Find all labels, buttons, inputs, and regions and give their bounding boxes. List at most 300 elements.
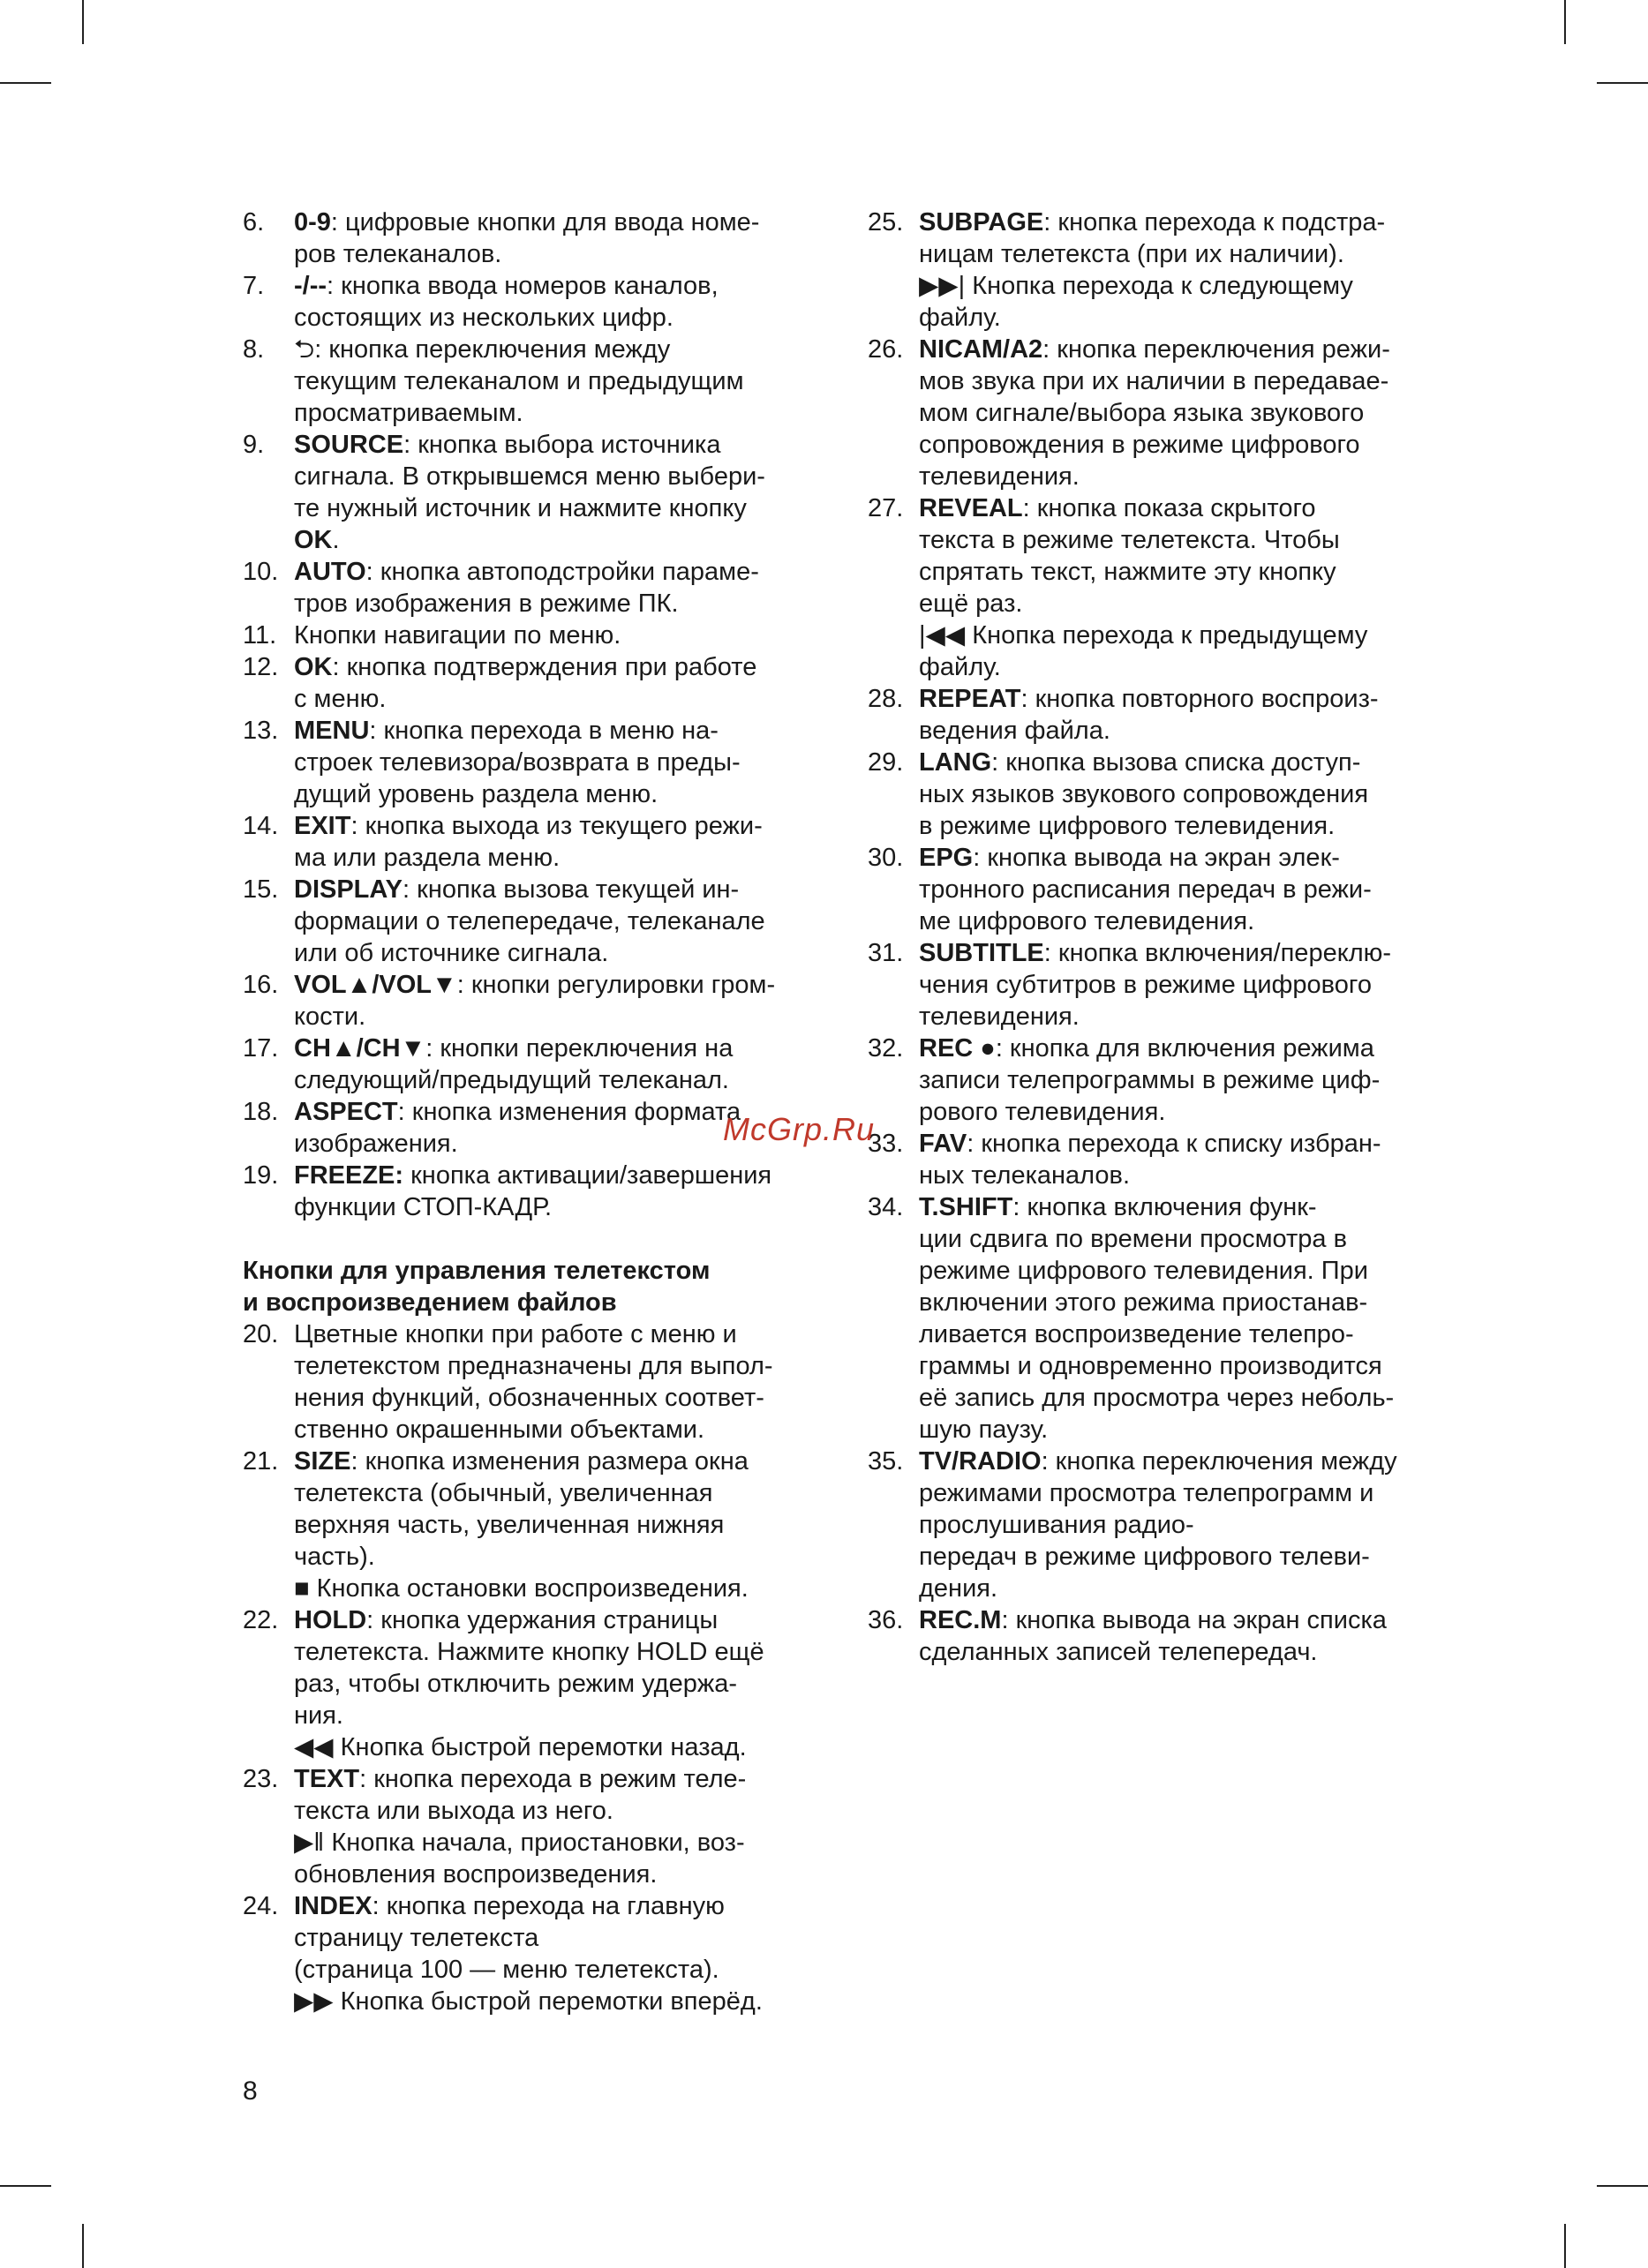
item-line <box>294 588 825 620</box>
item-text: сопровождения в режиме цифрового <box>919 431 1360 459</box>
button-name: MENU <box>294 717 370 745</box>
item-text: сделанных записей телепередач. <box>919 1638 1318 1666</box>
item-text: телетекста. Нажмите кнопку HOLD ещё <box>294 1638 764 1666</box>
item-text: режиме цифрового телевидения. При <box>919 1257 1368 1285</box>
item-line <box>919 1350 1450 1382</box>
item-text: страницу телетекста <box>294 1924 539 1952</box>
item-line <box>919 1096 1450 1128</box>
item-text: Цветные кнопки при работе с меню и <box>294 1320 737 1348</box>
button-name: SIZE <box>294 1447 351 1476</box>
button-name: EPG <box>919 844 974 872</box>
item-text: текста в режиме телетекста. Чтобы <box>919 526 1340 554</box>
item-number: 23. <box>243 1765 279 1793</box>
item-text: : кнопка перехода в меню на- <box>369 717 719 745</box>
item-text: ных телеканалов. <box>919 1161 1131 1190</box>
item-text: ⮌: кнопка переключения между <box>294 335 671 364</box>
item-line <box>919 238 1450 270</box>
item-line <box>294 1954 825 1986</box>
button-name: OK <box>294 653 333 681</box>
item-text: с меню. <box>294 685 387 713</box>
list-item <box>868 207 1450 334</box>
list-item <box>243 1160 825 1223</box>
item-number: 18. <box>243 1098 279 1126</box>
item-line <box>919 397 1450 429</box>
item-line <box>919 524 1450 556</box>
crop-mark <box>1597 82 1648 84</box>
item-line <box>919 937 1450 969</box>
item-line <box>919 1509 1450 1541</box>
item-line <box>294 1350 825 1382</box>
crop-mark <box>0 2185 51 2187</box>
item-line <box>919 1255 1450 1287</box>
item-text: ния. <box>294 1701 343 1730</box>
item-number: 9. <box>243 431 265 459</box>
item-number: 14. <box>243 812 279 840</box>
item-text: состоящих из нескольких цифр. <box>294 304 673 332</box>
heading-line: Кнопки для управления телетекстом <box>243 1257 711 1285</box>
item-number: 16. <box>243 971 279 999</box>
button-name: INDEX <box>294 1892 372 1920</box>
crop-mark <box>1564 0 1566 44</box>
item-text: : кнопки переключения на <box>425 1034 734 1063</box>
item-line <box>919 842 1450 874</box>
list-item <box>868 492 1450 683</box>
item-text: : кнопка автоподстройки параме- <box>365 558 759 586</box>
item-text: (страница 100 — меню телетекста). <box>294 1956 719 1984</box>
list-item <box>868 1128 1450 1191</box>
item-text: ров телеканалов. <box>294 240 502 268</box>
item-text: строек телевизора/возврата в преды- <box>294 748 741 777</box>
list-item <box>243 1763 825 1890</box>
button-name: FAV <box>919 1130 967 1158</box>
item-text: верхняя часть, увеличенная нижняя <box>294 1511 725 1539</box>
item-line <box>919 492 1450 524</box>
button-name: DISPLAY <box>294 875 403 904</box>
item-text: ницам телетекста (при их наличии). <box>919 240 1344 268</box>
item-number: 26. <box>868 335 904 364</box>
item-text: : кнопка удержания страницы <box>366 1606 719 1634</box>
item-line <box>294 874 825 905</box>
item-text: функции СТОП-КАДР. <box>294 1193 553 1221</box>
item-line <box>919 1446 1450 1477</box>
item-line <box>294 1668 825 1700</box>
crop-mark <box>0 82 51 84</box>
button-name: CH▲/CH▼ <box>294 1034 426 1063</box>
item-text: Кнопки навигации по меню. <box>294 621 621 650</box>
crop-mark <box>1564 2224 1566 2268</box>
item-line <box>919 715 1450 747</box>
item-line <box>919 1001 1450 1033</box>
item-line <box>919 1636 1450 1668</box>
item-text: просматриваемым. <box>294 399 523 427</box>
item-line <box>294 1795 825 1827</box>
item-text: сигнала. В открывшемся меню выбери- <box>294 462 765 491</box>
button-name: REVEAL <box>919 494 1023 522</box>
item-line <box>294 1318 825 1350</box>
item-line <box>919 651 1450 683</box>
item-text: ции сдвига по времени просмотра в <box>919 1225 1347 1253</box>
item-line <box>294 1731 825 1763</box>
item-text: : кнопка вывода на экран элек- <box>973 844 1340 872</box>
item-line <box>294 207 825 238</box>
list-item <box>243 1604 825 1763</box>
item-text: тров изображения в режиме ПК. <box>294 590 679 618</box>
item-line <box>294 1414 825 1446</box>
item-line <box>919 1604 1450 1636</box>
item-line <box>294 429 825 461</box>
item-number: 19. <box>243 1161 279 1190</box>
list-item <box>243 334 825 429</box>
item-line <box>294 842 825 874</box>
button-name: 0-9 <box>294 208 331 237</box>
button-name: FREEZE: <box>294 1161 404 1190</box>
button-list-left <box>243 207 825 1223</box>
list-item <box>243 715 825 810</box>
item-text: передач в режиме цифрового телеви- <box>919 1543 1370 1571</box>
item-text: ещё раз. <box>919 590 1023 618</box>
item-line <box>294 715 825 747</box>
item-text: или об источнике сигнала. <box>294 939 609 967</box>
item-text: : кнопка показа скрытого <box>1022 494 1316 522</box>
item-text: ▶ǁ Кнопка начала, приостановки, воз- <box>294 1829 745 1857</box>
list-item <box>243 810 825 874</box>
item-text: телевидения. <box>919 1003 1080 1031</box>
item-text: граммы и одновременно производится <box>919 1352 1382 1380</box>
page-number: 8 <box>243 2076 258 2106</box>
item-text: раз, чтобы отключить режим удержа- <box>294 1670 738 1698</box>
item-line <box>294 1446 825 1477</box>
item-line <box>294 270 825 302</box>
item-text: дущий уровень раздела меню. <box>294 780 658 808</box>
item-line <box>294 238 825 270</box>
item-number: 10. <box>243 558 279 586</box>
item-line <box>919 683 1450 715</box>
item-number: 12. <box>243 653 279 681</box>
list-item <box>868 683 1450 747</box>
item-text: : цифровые кнопки для ввода номе- <box>330 208 760 237</box>
crop-mark <box>1597 2185 1648 2187</box>
list-item <box>243 556 825 620</box>
item-line <box>919 1160 1450 1191</box>
item-line <box>919 1477 1450 1509</box>
button-name: SOURCE <box>294 431 404 459</box>
item-text: ▶▶ Кнопка быстрой перемотки вперёд. <box>294 1987 763 2016</box>
button-name: LANG <box>919 748 992 777</box>
item-text: те нужный источник и нажмите кнопку <box>294 494 747 522</box>
item-text: : кнопка включения функ- <box>1012 1193 1317 1221</box>
item-text: : кнопка перехода к списку избран- <box>967 1130 1381 1158</box>
item-line <box>919 1191 1450 1223</box>
item-line <box>294 524 825 556</box>
button-name: REC ● <box>919 1034 996 1063</box>
item-line <box>294 1890 825 1922</box>
item-text: ■ Кнопка остановки воспроизведения. <box>294 1574 749 1603</box>
item-text: дения. <box>919 1574 998 1603</box>
item-line <box>294 1763 825 1795</box>
item-text: обновления воспроизведения. <box>294 1860 658 1889</box>
item-line <box>294 1700 825 1731</box>
button-name: ASPECT <box>294 1098 398 1126</box>
item-line <box>294 1160 825 1191</box>
item-text: рового телевидения. <box>919 1098 1166 1126</box>
item-text: кнопка активации/завершения <box>403 1161 772 1190</box>
item-line <box>919 302 1450 334</box>
list-item <box>868 1033 1450 1128</box>
item-text: : кнопка изменения формата <box>397 1098 741 1126</box>
item-text: часть). <box>294 1543 375 1571</box>
item-line <box>919 905 1450 937</box>
item-text: файлу. <box>919 653 1001 681</box>
item-line <box>919 1541 1450 1573</box>
item-line <box>294 334 825 365</box>
item-line <box>294 620 825 651</box>
item-line <box>294 905 825 937</box>
item-line <box>919 1287 1450 1318</box>
item-line <box>294 461 825 492</box>
button-name: HOLD <box>294 1606 367 1634</box>
item-text: шую паузу. <box>919 1416 1049 1444</box>
item-line <box>919 1223 1450 1255</box>
item-line <box>919 1033 1450 1064</box>
item-number: 7. <box>243 272 265 300</box>
item-number: 29. <box>868 748 904 777</box>
button-name: SUBTITLE <box>919 939 1044 967</box>
item-text: ведения файла. <box>919 717 1110 745</box>
item-line <box>919 588 1450 620</box>
list-item <box>868 1604 1450 1668</box>
item-number: 22. <box>243 1606 279 1634</box>
item-text: её запись для просмотра через неболь- <box>919 1384 1395 1412</box>
item-number: 20. <box>243 1320 279 1348</box>
item-text: мом сигнале/выбора языка звукового <box>919 399 1365 427</box>
button-name: REC.M <box>919 1606 1002 1634</box>
item-line <box>294 1922 825 1954</box>
item-text: чения субтитров в режиме цифрового <box>919 971 1372 999</box>
item-line <box>294 810 825 842</box>
list-item <box>868 842 1450 937</box>
item-text: ме цифрового телевидения. <box>919 907 1255 935</box>
item-number: 21. <box>243 1447 279 1476</box>
list-item <box>243 969 825 1033</box>
item-text: ◀◀ Кнопка быстрой перемотки назад. <box>294 1733 747 1761</box>
item-line <box>294 747 825 778</box>
item-line <box>919 810 1450 842</box>
item-text: кости. <box>294 1003 366 1031</box>
item-line <box>294 1573 825 1604</box>
item-line <box>294 302 825 334</box>
item-number: 24. <box>243 1892 279 1920</box>
item-line <box>294 1477 825 1509</box>
item-number: 33. <box>868 1130 904 1158</box>
button-name: T.SHIFT <box>919 1193 1013 1221</box>
item-line <box>919 1382 1450 1414</box>
item-line <box>294 492 825 524</box>
item-text: включении этого режима приостанав- <box>919 1288 1368 1317</box>
item-text: тронного расписания передач в режи- <box>919 875 1372 904</box>
item-number: 30. <box>868 844 904 872</box>
item-line <box>294 1604 825 1636</box>
item-text: файлу. <box>919 304 1001 332</box>
item-text: : кнопка ввода номеров каналов, <box>327 272 719 300</box>
item-text: |◀◀ Кнопка перехода к предыдущему <box>919 621 1368 650</box>
item-text: изображения. <box>294 1130 458 1158</box>
item-line <box>294 1509 825 1541</box>
item-line <box>919 1573 1450 1604</box>
item-text: записи телепрограммы в режиме циф- <box>919 1066 1381 1094</box>
item-line <box>294 1001 825 1033</box>
item-text: : кнопка перехода на главную <box>372 1892 725 1920</box>
item-text: ных языков звукового сопровождения <box>919 780 1369 808</box>
item-line <box>294 556 825 588</box>
item-text: спрятать текст, нажмите эту кнопку <box>919 558 1336 586</box>
item-text: : кнопка переключения между <box>1041 1447 1397 1476</box>
heading-line: и воспроизведением файлов <box>243 1288 617 1317</box>
button-name: TV/RADIO <box>919 1447 1042 1476</box>
item-text: : кнопки регулировки гром- <box>456 971 776 999</box>
item-line <box>294 1064 825 1096</box>
item-line <box>919 747 1450 778</box>
item-text: : кнопка вызова списка доступ- <box>991 748 1361 777</box>
item-text: режимами просмотра телепрограмм и <box>919 1479 1374 1507</box>
item-text: : кнопка изменения размера окна <box>350 1447 749 1476</box>
item-line <box>919 1414 1450 1446</box>
button-list-right <box>868 207 1450 1668</box>
button-name: AUTO <box>294 558 366 586</box>
item-text: текущим телеканалом и предыдущим <box>294 367 744 395</box>
item-text: : кнопка вызова текущей ин- <box>403 875 740 904</box>
button-name: OK <box>294 526 333 554</box>
item-text: : кнопка перехода к подстра- <box>1043 208 1386 237</box>
item-text: ма или раздела меню. <box>294 844 561 872</box>
item-text: прослушивания радио- <box>919 1511 1194 1539</box>
list-item <box>243 1446 825 1604</box>
item-number: 34. <box>868 1193 904 1221</box>
item-line <box>919 207 1450 238</box>
item-number: 8. <box>243 335 265 364</box>
button-list-left-2 <box>243 1318 825 2017</box>
item-line <box>294 651 825 683</box>
item-text: : кнопка вывода на экран списка <box>1001 1606 1387 1634</box>
item-line <box>294 683 825 715</box>
list-item <box>243 620 825 651</box>
item-text: следующий/предыдущий телеканал. <box>294 1066 729 1094</box>
item-line <box>919 874 1450 905</box>
button-name: EXIT <box>294 812 351 840</box>
item-line <box>294 365 825 397</box>
item-line <box>919 334 1450 365</box>
item-line <box>919 1318 1450 1350</box>
list-item <box>868 937 1450 1033</box>
item-line <box>919 365 1450 397</box>
list-item <box>243 429 825 556</box>
item-text: : кнопка подтверждения при работе <box>332 653 757 681</box>
list-item <box>243 1890 825 2017</box>
item-line <box>919 1064 1450 1096</box>
button-name: REPEAT <box>919 685 1021 713</box>
item-text: телевидения. <box>919 462 1080 491</box>
button-name: VOL▲/VOL▼ <box>294 971 457 999</box>
section-heading <box>243 1255 825 1318</box>
list-item <box>243 1318 825 1446</box>
watermark: McGrp.Ru <box>723 1111 876 1147</box>
item-line <box>294 1382 825 1414</box>
item-number: 11. <box>243 621 277 650</box>
crop-mark <box>82 0 84 44</box>
item-line <box>294 1827 825 1859</box>
item-text: ▶▶| Кнопка перехода к следующему <box>919 272 1353 300</box>
list-item <box>243 270 825 334</box>
list-item <box>868 1191 1450 1446</box>
item-line <box>919 461 1450 492</box>
item-line <box>919 969 1450 1001</box>
item-text: : кнопка выхода из текущего режи- <box>350 812 763 840</box>
item-text: телетекста (обычный, увеличенная <box>294 1479 713 1507</box>
item-number: 31. <box>868 939 904 967</box>
item-text: : кнопка выбора источника <box>403 431 721 459</box>
list-item <box>243 874 825 969</box>
button-name: -/-- <box>294 272 327 300</box>
item-text: : кнопка перехода в режим теле- <box>359 1765 747 1793</box>
item-number: 15. <box>243 875 279 904</box>
item-text: : кнопка для включения режима <box>995 1034 1374 1063</box>
item-text: формации о телепередаче, телеканале <box>294 907 765 935</box>
item-line <box>294 1541 825 1573</box>
item-text: в режиме цифрового телевидения. <box>919 812 1336 840</box>
item-line <box>919 620 1450 651</box>
item-text: : кнопка повторного воспроиз- <box>1020 685 1379 713</box>
item-text: мов звука при их наличии в передавае- <box>919 367 1389 395</box>
item-text: ливается воспроизведение телепро- <box>919 1320 1354 1348</box>
item-line <box>294 969 825 1001</box>
button-name: NICAM/A2 <box>919 335 1043 364</box>
item-line <box>919 778 1450 810</box>
item-number: 17. <box>243 1034 279 1063</box>
list-item <box>243 1033 825 1096</box>
button-name: TEXT <box>294 1765 360 1793</box>
item-number: 32. <box>868 1034 904 1063</box>
item-number: 13. <box>243 717 279 745</box>
right-column <box>868 207 1450 1668</box>
crop-mark <box>82 2224 84 2268</box>
list-item <box>868 1446 1450 1604</box>
item-line <box>919 270 1450 302</box>
item-text: телетекстом предназначены для выпол- <box>294 1352 773 1380</box>
item-line <box>294 937 825 969</box>
item-number: 25. <box>868 208 904 237</box>
item-line <box>294 1636 825 1668</box>
item-line <box>919 556 1450 588</box>
item-text: : кнопка включения/переклю- <box>1043 939 1392 967</box>
item-text: . <box>332 526 340 554</box>
item-line <box>294 1191 825 1223</box>
list-item <box>243 207 825 270</box>
item-line <box>294 1986 825 2017</box>
item-line <box>919 1128 1450 1160</box>
item-text: ственно окрашенными объектами. <box>294 1416 705 1444</box>
list-item <box>868 334 1450 492</box>
item-text: : кнопка переключения режи- <box>1042 335 1390 364</box>
item-line <box>294 397 825 429</box>
item-number: 27. <box>868 494 904 522</box>
item-line <box>294 778 825 810</box>
button-name: SUBPAGE <box>919 208 1044 237</box>
item-text: текста или выхода из него. <box>294 1797 613 1825</box>
item-line <box>294 1033 825 1064</box>
item-line <box>294 1859 825 1890</box>
item-number: 36. <box>868 1606 904 1634</box>
item-number: 28. <box>868 685 904 713</box>
item-line <box>919 429 1450 461</box>
